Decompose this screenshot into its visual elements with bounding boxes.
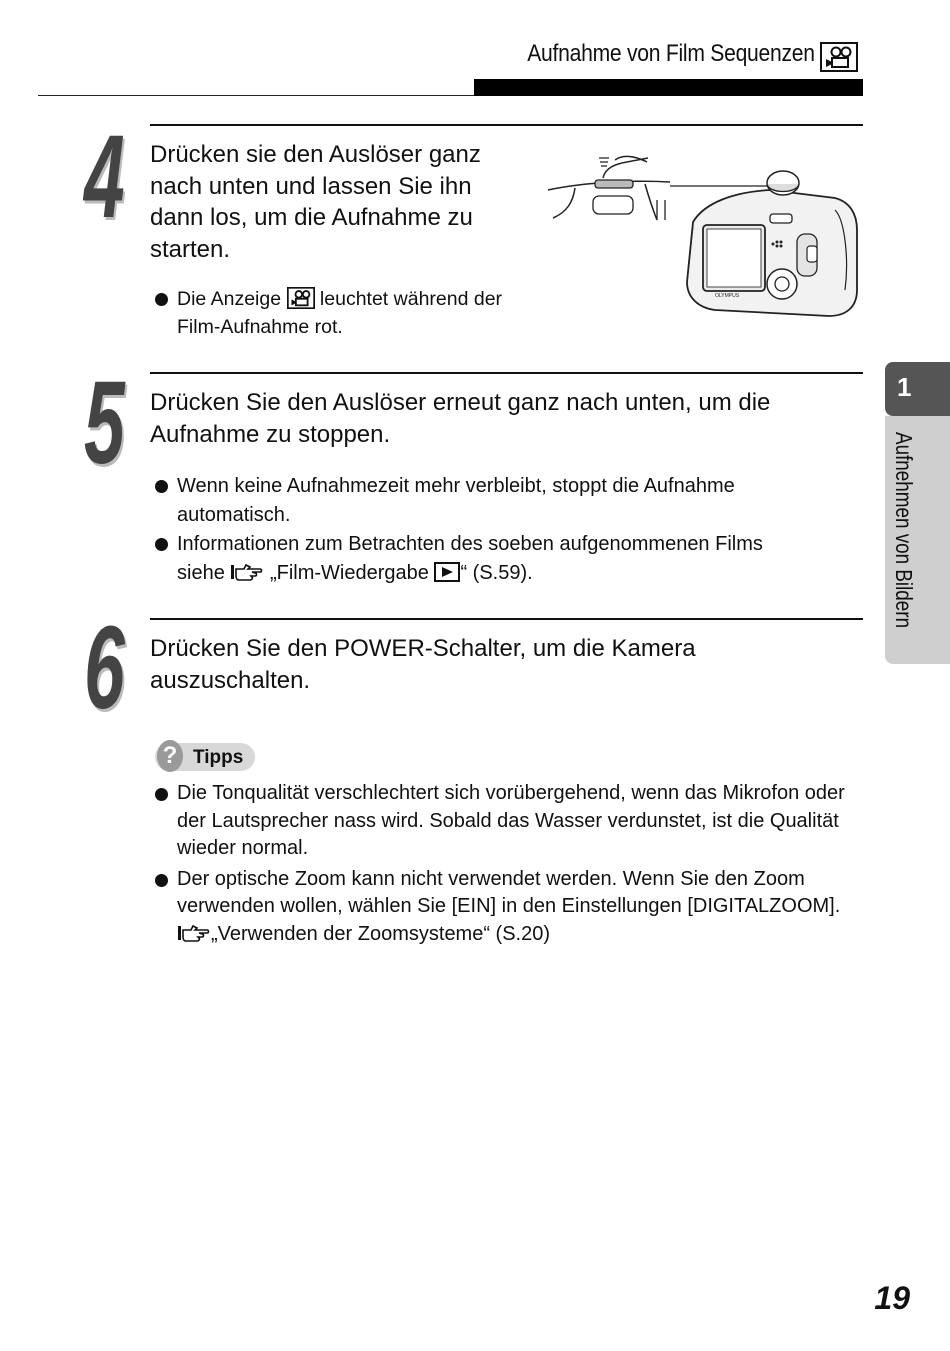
header-title: Aufnahme von Film Sequenzen [527, 40, 815, 67]
question-icon: ? [157, 740, 183, 772]
tip-text: Die Tonqualität verschlechtert sich vorübergehend, wenn das Mikrofon oder [177, 782, 845, 804]
list-item [150, 472, 850, 530]
step-5-bullets [150, 472, 850, 588]
step-4-line: Drücken sie den Auslöser ganz [150, 141, 481, 168]
step-4-line: starten. [150, 235, 231, 263]
chapter-number: 1 [897, 372, 912, 402]
list-item [150, 866, 862, 949]
step-5-line: Aufnahme zu stoppen. [150, 420, 391, 448]
list-item [150, 780, 862, 863]
chapter-tab-number[interactable] [885, 362, 950, 416]
tip-reference-link[interactable]: „Verwenden der Zoomsysteme“ (S.20) [211, 922, 551, 945]
bullet-text: “ (S.59). [460, 562, 533, 584]
step-number-4: 4 [84, 111, 125, 243]
tip-text: verwenden wollen, wählen Sie [EIN] in den Einstellungen [DIGITALZOOM]. [177, 895, 841, 917]
bullet-text: automatisch. [177, 504, 291, 526]
step-4-bullets [150, 285, 530, 341]
step-6-text [150, 633, 696, 696]
step-5-text [150, 387, 770, 450]
movie-mode-icon [820, 42, 858, 72]
bullet-text: Die Anzeige [177, 288, 282, 310]
step-number-5: 5 [84, 357, 125, 489]
tip-text: der Lautsprecher nass wird. Sobald das Wasser verdunstet, ist die Qualität [177, 809, 839, 832]
bullet-text: Film-Aufnahme rot. [177, 316, 343, 338]
step-4-rule [150, 124, 863, 126]
bullet-text: leuchtet während der [319, 288, 503, 310]
list-item [150, 285, 530, 341]
step-6-rule [150, 618, 863, 620]
step-4-line: nach unten und lassen Sie ihn [150, 172, 472, 200]
step-5-line: Drücken Sie den Auslöser erneut ganz nach unten, um die [150, 389, 771, 416]
step-4-line: dann los, um die Aufnahme zu [150, 204, 473, 231]
step-6-line: auszuschalten. [150, 666, 311, 694]
tip-text: wieder normal. [177, 837, 309, 859]
step-6-line: Drücken Sie den POWER-Schalter, um die Kamera [150, 635, 696, 662]
play-icon [434, 562, 460, 582]
bullet-text: Wenn keine Aufnahmezeit mehr verbleibt, stoppt die Aufnahme [177, 475, 735, 497]
reference-hand-icon [230, 563, 264, 581]
step-number-6: 6 [84, 602, 125, 734]
step-4-text [150, 139, 481, 265]
bullet-text: „Film-Wiedergabe [269, 562, 429, 584]
step-5-rule [150, 372, 863, 374]
header-rule [38, 95, 474, 96]
header-bar [474, 79, 863, 96]
bullet-text: siehe [177, 562, 225, 584]
tip-text: Der optische Zoom kann nicht verwendet werden. Wenn Sie den Zoom [177, 867, 805, 890]
movie-mode-icon [287, 287, 315, 309]
list-item [150, 530, 850, 588]
tips-list [150, 780, 862, 951]
page-number: 19 [874, 1280, 910, 1316]
tips-label: Tipps [193, 747, 244, 768]
svg-text:OLYMPUS: OLYMPUS [715, 293, 740, 299]
chapter-tab-label: Aufnehmen von Bildern [891, 432, 917, 629]
bullet-text: Informationen zum Betrachten des soeben aufgenommenen Films [177, 533, 763, 555]
reference-hand-icon [177, 924, 211, 942]
camera-illustration [545, 150, 863, 325]
